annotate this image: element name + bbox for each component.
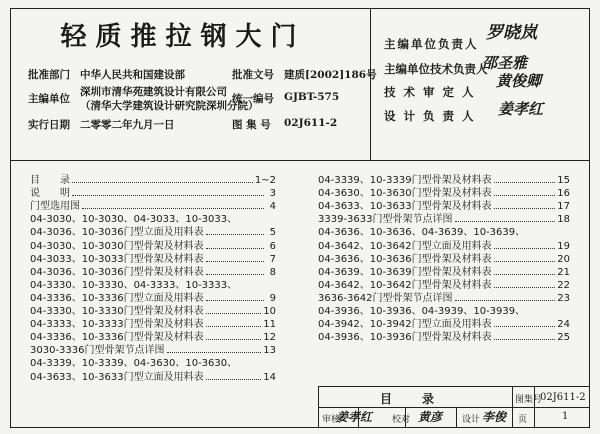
- toc-leader-dots: [494, 195, 556, 196]
- titleblock-atlas-label: 图集号: [515, 395, 543, 405]
- toc-right-column: [318, 173, 570, 343]
- design-lead-label: 设 计 负 责 人: [384, 109, 476, 123]
- toc-entry-page: 20: [557, 253, 570, 265]
- toc-entry-page: 23: [557, 292, 570, 304]
- toc-leader-dots: [167, 352, 262, 353]
- toc-entry-title: 04-3633、10-3633门型立面及用料表: [30, 371, 204, 383]
- toc-entry-title: 04-3036、10-3036门型骨架及材料表: [30, 266, 204, 278]
- toc-entry-page: 15: [557, 175, 570, 187]
- review-signature: 姜孝红: [336, 410, 373, 424]
- toc-entry-title: 04-3936、10-3936门型骨架及材料表: [318, 332, 492, 344]
- titleblock-top-line: [318, 386, 590, 387]
- toc-entry-page: 24: [557, 319, 570, 331]
- toc-entry-page: 11: [263, 319, 276, 331]
- check-label: 校对: [392, 415, 411, 425]
- toc-entry-page: 19: [557, 240, 570, 252]
- toc-entry-page: 18: [557, 214, 570, 226]
- titleblock-sig-line: [456, 407, 457, 428]
- toc-entry-title: 04-3036、10-3036门型立面及用料表: [30, 227, 204, 239]
- toc-entry-title: 04-3630、10-3630门型骨架及材料表: [318, 188, 492, 200]
- unified-no-value: GJBT-575: [284, 91, 340, 103]
- toc-leader-dots: [494, 248, 556, 249]
- toc-leader-dots: [494, 261, 556, 262]
- toc-leader-dots: [82, 208, 264, 209]
- atlas-no-label: 图 集 号: [232, 119, 271, 131]
- toc-entry-title: 04-3636、10-3636、04-3639、10-3639、: [318, 227, 526, 239]
- toc-entry-page: 12: [263, 332, 276, 344]
- header-divider: [10, 160, 590, 161]
- toc-leader-dots: [206, 234, 264, 235]
- design-label: 设计: [462, 415, 481, 425]
- toc-entry-title: 04-3336、10-3336门型骨架及材料表: [30, 332, 204, 344]
- toc-entry-page: 7: [269, 253, 276, 265]
- toc-entry-page: 3: [269, 188, 276, 200]
- approval-no-value: 建质[2002]186号: [284, 69, 377, 81]
- toc-leader-dots: [206, 326, 262, 327]
- toc-entry-title: 04-3636、10-3636门型骨架及材料表: [318, 253, 492, 265]
- date-value: 二零零二年九月一日: [80, 119, 175, 131]
- approver-label: 批准部门: [28, 69, 70, 81]
- toc-entry-page: 16: [557, 188, 570, 200]
- toc-entry-title: 目 录: [30, 175, 70, 187]
- atlas-no-value: 02J611-2: [284, 117, 338, 129]
- toc-leader-dots: [206, 248, 264, 249]
- titleblock-name: 目 录: [380, 392, 437, 406]
- toc-entry-page: 8: [269, 266, 276, 278]
- check-signature: 黄彦: [418, 410, 443, 424]
- titleblock-col-line: [512, 386, 513, 428]
- toc-leader-dots: [206, 300, 264, 301]
- titleblock-left-line: [318, 386, 319, 428]
- toc-entry-page: 6: [269, 240, 276, 252]
- toc-entry-page: 1~2: [254, 175, 276, 187]
- header-vertical-divider: [370, 8, 371, 160]
- toc-entry-page: 10: [263, 306, 276, 318]
- toc-entry-title: 3339-3633门型骨架节点详图: [318, 214, 453, 226]
- page-label: 页: [518, 415, 528, 425]
- toc-leader-dots: [455, 300, 556, 301]
- toc-entry-page: 13: [263, 345, 276, 357]
- chief-editor-signature: 罗晓岚: [486, 23, 537, 43]
- toc-leader-dots: [206, 313, 262, 314]
- toc-entry-title: 3030-3336门型骨架节点详图: [30, 345, 165, 357]
- toc-leader-dots: [206, 339, 262, 340]
- toc-leader-dots: [455, 221, 556, 222]
- design-lead-signature: 姜孝红: [498, 100, 544, 118]
- tech-reviewer-signature: 黄俊卿: [496, 72, 542, 90]
- toc-entry-title: 04-3033、10-3033门型骨架及材料表: [30, 253, 204, 265]
- toc-entry-page: 22: [557, 279, 570, 291]
- toc-entry-title: 3636-3642门型骨架节点详图: [318, 292, 453, 304]
- approval-no-label: 批准文号: [232, 69, 274, 81]
- toc-leader-dots: [494, 326, 556, 327]
- toc-entry-title: 04-3330、10-3330、04-3333、10-3333、: [30, 279, 238, 291]
- toc-leader-dots: [206, 261, 264, 262]
- toc-entry-title: 门型选用图: [30, 201, 80, 213]
- toc-entry-title: 04-3339、10-3339门型骨架及材料表: [318, 175, 492, 187]
- date-label: 实行日期: [28, 119, 70, 131]
- unified-no-label: 统一编号: [232, 93, 274, 105]
- toc-entry-title: 04-3333、10-3333门型骨架及材料表: [30, 319, 204, 331]
- chief-editor-label: 主编单位负责人: [384, 37, 479, 51]
- toc-entry-title: 04-3942、10-3942门型立面及用料表: [318, 319, 492, 331]
- editor-label: 主编单位: [28, 93, 70, 105]
- titleblock-atlas-no: 02J611-2: [540, 392, 586, 403]
- toc-entry-page: 25: [557, 332, 570, 344]
- approver-value: 中华人民共和国建设部: [80, 69, 185, 81]
- toc-leader-dots: [494, 208, 556, 209]
- toc-entry: [30, 369, 276, 382]
- tech-lead-signature: 邵圣雅: [482, 54, 528, 72]
- toc-entry-page: 5: [269, 227, 276, 239]
- toc-leader-dots: [494, 287, 556, 288]
- toc-entry-title: 04-3339、10-3339、04-3630、10-3630、: [30, 358, 238, 370]
- toc-entry-title: 04-3639、10-3639门型骨架及材料表: [318, 266, 492, 278]
- tech-reviewer-label: 技 术 审 定 人: [384, 85, 476, 99]
- toc-leader-dots: [494, 339, 556, 340]
- toc-entry-title: 04-3633、10-3633门型骨架及材料表: [318, 201, 492, 213]
- toc-leader-dots: [72, 182, 253, 183]
- toc-entry-page: 4: [269, 201, 276, 213]
- tech-lead-label: 主编单位技术负责人: [384, 62, 488, 76]
- toc-entry-title: 04-3030、10-3030门型骨架及材料表: [30, 240, 204, 252]
- toc-entry-title: 04-3336、10-3336门型立面及用料表: [30, 292, 204, 304]
- editor-value-line1: 深圳市清华苑建筑设计有限公司: [80, 86, 227, 98]
- review-label: 审核: [322, 415, 341, 425]
- editor-value-line2: （清华大学建筑设计研究院深圳分院）: [80, 100, 259, 112]
- atlas-title: 轻质推拉钢大门: [60, 22, 306, 52]
- toc-entry-title: 04-3642、10-3642门型骨架及材料表: [318, 279, 492, 291]
- toc-entry-page: 9: [269, 292, 276, 304]
- toc-entry-page: 17: [557, 201, 570, 213]
- toc-entry-title: 说 明: [30, 188, 70, 200]
- toc-left-column: [30, 173, 276, 383]
- toc-leader-dots: [494, 182, 556, 183]
- toc-entry-title: 04-3642、10-3642门型立面及用料表: [318, 240, 492, 252]
- toc-leader-dots: [72, 195, 264, 196]
- toc-entry-page: 21: [557, 266, 570, 278]
- toc-entry: [318, 330, 570, 343]
- toc-leader-dots: [206, 274, 264, 275]
- toc-leader-dots: [494, 274, 556, 275]
- page-number: 1: [562, 411, 569, 422]
- toc-entry-title: 04-3936、10-3936、04-3939、10-3939、: [318, 306, 526, 318]
- toc-entry-page: 14: [263, 371, 276, 383]
- toc-entry-title: 04-3030、10-3030、04-3033、10-3033、: [30, 214, 238, 226]
- toc-entry-title: 04-3330、10-3330门型骨架及材料表: [30, 306, 204, 318]
- design-signature: 李俊: [482, 410, 507, 424]
- toc-leader-dots: [206, 379, 262, 380]
